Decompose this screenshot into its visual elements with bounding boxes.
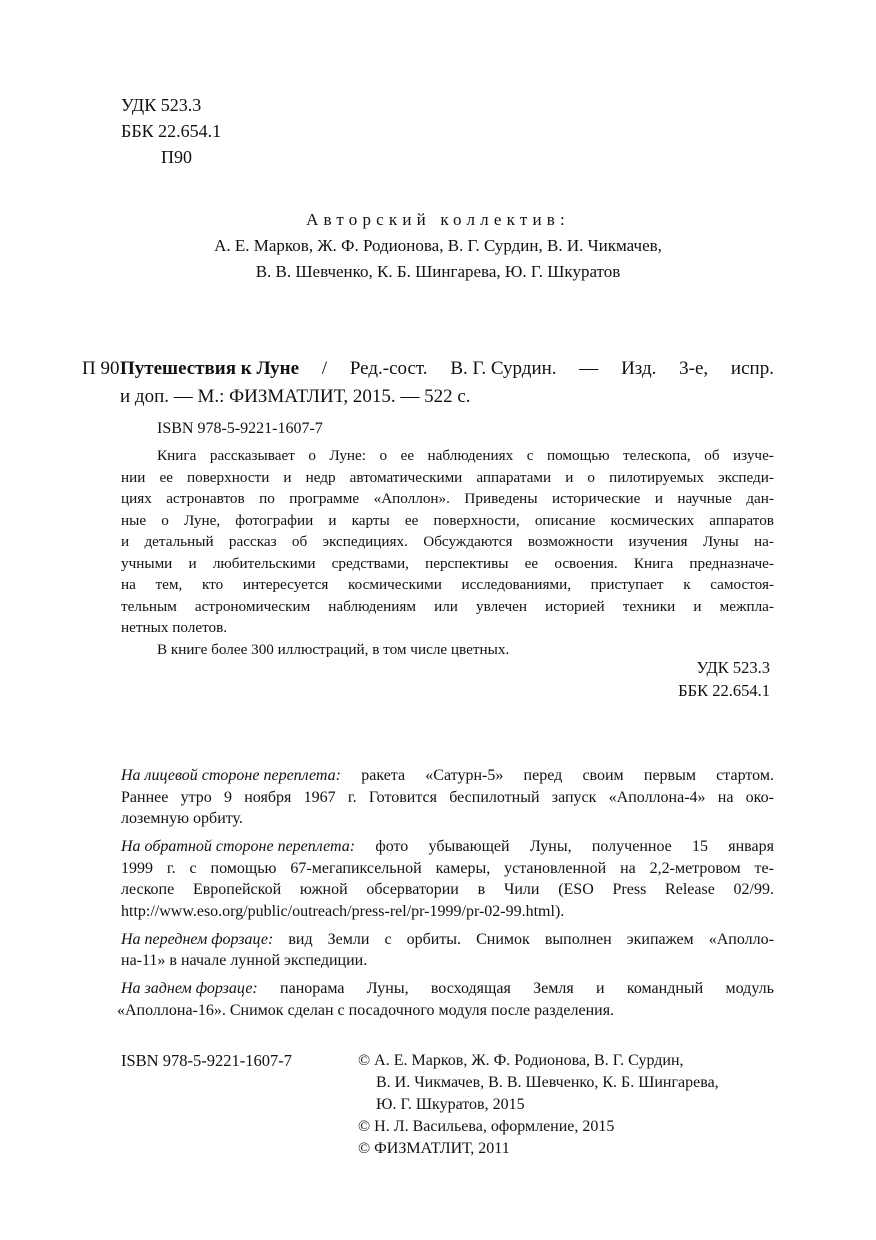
copyright-line: © А. Е. Марков, Ж. Ф. Родионова, В. Г. Сурдин, bbox=[358, 1052, 684, 1069]
udk-code: УДК 523.3 bbox=[121, 95, 202, 115]
cover-word: Готовится bbox=[368, 788, 437, 806]
entry-number: П 90 bbox=[82, 358, 120, 379]
cover-word: запуск bbox=[551, 788, 597, 806]
abstract-word: экспедициях. bbox=[322, 533, 408, 550]
abstract-word: о bbox=[587, 468, 596, 486]
abstract-word: фотографии bbox=[235, 511, 314, 529]
abstract-word: описание bbox=[534, 511, 596, 529]
authors-line: А. Е. Марков, Ж. Ф. Родионова, В. Г. Сурдин, В. И. Чикмачев, bbox=[214, 236, 662, 255]
cover-line: на-11» в начале лунной экспедиции. bbox=[121, 952, 368, 969]
cover-word: 15 bbox=[691, 838, 708, 855]
abstract-line bbox=[121, 553, 774, 575]
abstract-word: нии bbox=[121, 468, 146, 486]
classification-codes-right bbox=[560, 656, 770, 702]
abstract-word: рассказ bbox=[228, 533, 277, 550]
cover-line bbox=[121, 978, 774, 1000]
abstract-word: «Аполлон». bbox=[373, 490, 450, 507]
cover-word: южной bbox=[299, 881, 348, 898]
abstract-word: Книга bbox=[633, 554, 674, 572]
copyright-line: © ФИЗМАТЛИТ, 2011 bbox=[358, 1140, 510, 1157]
bbk-code: ББК 22.654.1 bbox=[678, 681, 770, 700]
abstract-word: научные bbox=[677, 490, 732, 507]
copyright-block bbox=[358, 1050, 719, 1160]
abstract-word: Луне: bbox=[329, 447, 367, 464]
cover-word: на bbox=[717, 788, 734, 806]
cover-word: помощью bbox=[210, 859, 277, 877]
abstract-line bbox=[121, 510, 774, 532]
abstract-line bbox=[121, 596, 774, 618]
abstract-word: интересуется bbox=[242, 576, 329, 593]
abstract-word: тельным bbox=[121, 597, 177, 615]
authors-heading: Авторский коллектив: bbox=[306, 210, 570, 229]
abstract-word: экспеди- bbox=[718, 468, 774, 486]
abstract-word: телескопа, bbox=[623, 447, 691, 464]
abstract-word: историей bbox=[545, 597, 605, 615]
cover-word: экипажем bbox=[626, 930, 694, 948]
book-abstract bbox=[121, 445, 774, 660]
cover-word: Раннее bbox=[121, 788, 169, 806]
cover-word: 67-мегапиксельной bbox=[290, 859, 422, 877]
abstract-word: техники bbox=[622, 597, 676, 615]
cover-word: стартом. bbox=[716, 767, 774, 784]
cover-word: 1999 bbox=[121, 859, 153, 877]
bibliographic-entry bbox=[82, 355, 774, 411]
abstract-word: о bbox=[161, 511, 169, 529]
cover-word: Снимок bbox=[476, 930, 530, 948]
entry-word: — bbox=[579, 358, 599, 379]
bbk-code: ББК 22.654.1 bbox=[121, 121, 222, 141]
abstract-word: Обсуждаются bbox=[423, 533, 513, 550]
abstract-word: дан- bbox=[746, 490, 774, 507]
cover-word: Земли bbox=[327, 930, 370, 948]
cover-note bbox=[117, 978, 774, 1021]
authors-line: В. В. Шевченко, К. Б. Шингарева, Ю. Г. Шкуратов bbox=[255, 262, 621, 281]
abstract-word: и bbox=[328, 511, 337, 529]
cover-word: 1967 bbox=[303, 788, 336, 806]
abstract-word: любительскими bbox=[212, 554, 316, 572]
abstract-word: и bbox=[565, 468, 574, 486]
entry-word: испр. bbox=[730, 358, 774, 379]
cover-word: (ESO bbox=[558, 881, 594, 898]
abstract-word: или bbox=[434, 597, 458, 615]
cover-line: http://www.eso.org/public/outreach/press-rel/pr-1999/pr-02-99.html). bbox=[121, 902, 565, 920]
isbn-entry: ISBN 978-5-9221-1607-7 bbox=[157, 420, 323, 437]
abstract-word: Луны bbox=[702, 533, 739, 550]
cover-word: 02/99. bbox=[733, 881, 774, 898]
abstract-word: карты bbox=[351, 511, 390, 529]
cover-line bbox=[121, 929, 774, 951]
abstract-word: Приведены bbox=[464, 490, 538, 507]
abstract-word: недр bbox=[305, 468, 336, 486]
abstract-line: нетных полетов. bbox=[121, 619, 228, 636]
cover-word: убывающей bbox=[428, 838, 510, 855]
abstract-word: Луне, bbox=[183, 511, 221, 529]
abstract-word: приступает bbox=[590, 576, 664, 593]
cover-word: Чили bbox=[503, 881, 540, 898]
cover-word: Луны, bbox=[529, 838, 572, 855]
cover-word: камеры, bbox=[435, 859, 491, 877]
abstract-word: к bbox=[683, 576, 691, 593]
cover-word: г. bbox=[347, 788, 357, 806]
abstract-word: астрономическим bbox=[194, 597, 311, 615]
copyright-line: В. И. Чикмачев, В. В. Шевченко, К. Б. Шингарева, bbox=[376, 1074, 719, 1091]
cover-label: На обратной стороне переплета: bbox=[121, 838, 356, 855]
abstract-word: наблюдениям bbox=[328, 597, 416, 615]
abstract-word: ее bbox=[400, 447, 415, 464]
entry-word: В. Г. Сурдин. bbox=[450, 358, 557, 379]
classification-codes bbox=[121, 92, 221, 170]
abstract-word: ные bbox=[121, 511, 147, 529]
abstract-line bbox=[121, 531, 774, 553]
abstract-word: рассказывает bbox=[209, 447, 295, 464]
cover-word: те- bbox=[754, 859, 774, 877]
entry-word: Изд. bbox=[621, 358, 657, 379]
cover-word: ракета bbox=[361, 767, 406, 784]
cover-word: беспилотный bbox=[449, 788, 540, 806]
cover-line: лоземную орбиту. bbox=[121, 810, 243, 827]
abstract-word: изучения bbox=[628, 533, 688, 550]
cover-word: панорама bbox=[280, 980, 345, 997]
author-collective bbox=[0, 207, 876, 285]
cover-word: утро bbox=[180, 788, 212, 806]
abstract-word: по bbox=[259, 490, 275, 507]
abstract-word: об bbox=[704, 447, 720, 464]
abstract-word: поверхности bbox=[187, 468, 270, 486]
abstract-word: освоения. bbox=[554, 554, 618, 572]
cover-word: установленной bbox=[504, 859, 607, 877]
cover-word: своим bbox=[582, 767, 624, 784]
cover-word: на bbox=[620, 859, 636, 877]
abstract-word: автоматическими bbox=[349, 468, 463, 486]
cover-line bbox=[121, 858, 774, 880]
entry-line bbox=[120, 355, 774, 383]
cover-word: выполнен bbox=[544, 930, 612, 948]
abstract-word: предназначе- bbox=[689, 554, 774, 572]
entry-word: 3-е, bbox=[679, 358, 709, 379]
abstract-word: наблюдениях bbox=[427, 447, 514, 464]
abstract-word: циях bbox=[121, 490, 152, 507]
cover-word: вид bbox=[288, 930, 313, 948]
cover-word: «Сатурн-5» bbox=[425, 767, 504, 784]
cover-word: и bbox=[596, 980, 605, 997]
cover-line bbox=[121, 836, 774, 858]
cover-note bbox=[121, 929, 774, 972]
cover-label: На переднем форзаце: bbox=[121, 930, 274, 948]
abstract-word: аппаратами bbox=[476, 468, 552, 486]
abstract-word: и bbox=[654, 490, 663, 507]
abstract-word: кто bbox=[201, 576, 224, 593]
cover-word: полученное bbox=[591, 838, 672, 855]
abstract-word: возможности bbox=[527, 533, 614, 550]
cover-word: Луны, bbox=[366, 980, 409, 997]
cover-descriptions bbox=[117, 765, 774, 1028]
cover-line bbox=[121, 787, 774, 809]
abstract-word: об bbox=[291, 533, 308, 550]
abstract-word: астронавтов bbox=[166, 490, 245, 507]
abstract-word: программе bbox=[289, 490, 360, 507]
entry-line: и доп. — М.: ФИЗМАТЛИТ, 2015. — 522 с. bbox=[120, 386, 471, 407]
cover-line bbox=[121, 879, 774, 901]
abstract-word: поверхности, bbox=[433, 511, 520, 529]
cover-word: 9 bbox=[223, 788, 232, 806]
cover-word: восходящая bbox=[430, 980, 511, 997]
cover-word: января bbox=[728, 838, 774, 855]
abstract-word: на- bbox=[753, 533, 774, 550]
abstract-word: исторические bbox=[551, 490, 641, 507]
book-title: Путешествия к Луне bbox=[120, 358, 300, 379]
cover-word: с bbox=[384, 930, 392, 948]
abstract-word: средствами, bbox=[331, 554, 409, 572]
abstract-word: детальный bbox=[144, 533, 214, 550]
abstract-line bbox=[121, 574, 774, 596]
abstract-word: ее bbox=[159, 468, 173, 486]
abstract-word: самостоя- bbox=[710, 576, 774, 593]
cover-word: «Аполлона-4» bbox=[608, 788, 706, 806]
entry-word: / bbox=[321, 358, 328, 379]
cover-word: первым bbox=[643, 767, 696, 784]
abstract-line bbox=[121, 467, 774, 489]
cover-word: Земля bbox=[533, 980, 574, 997]
cover-word: орбиты. bbox=[406, 930, 462, 948]
cover-line bbox=[121, 765, 774, 787]
cover-word: в bbox=[477, 881, 486, 898]
abstract-word: ее bbox=[524, 554, 539, 572]
cover-note bbox=[121, 765, 774, 830]
entry-word: Ред.-сост. bbox=[349, 358, 428, 379]
abstract-word: и bbox=[283, 468, 292, 486]
abstract-word: о bbox=[308, 447, 316, 464]
copyright-line: © Н. Л. Васильева, оформление, 2015 bbox=[358, 1118, 615, 1135]
cover-line: «Аполлона-16». Снимок сделан с посадочного модуля после разделения. bbox=[117, 1001, 615, 1019]
abstract-word: космическими bbox=[348, 576, 442, 593]
cover-label: На лицевой стороне переплета: bbox=[121, 767, 342, 784]
abstract-word: исследованиями, bbox=[461, 576, 572, 593]
abstract-word: межпла- bbox=[719, 597, 774, 615]
cover-word: Европейской bbox=[192, 881, 282, 898]
cover-word: г. bbox=[166, 859, 176, 877]
cover-label: На заднем форзаце: bbox=[121, 980, 258, 997]
abstract-word: Книга bbox=[157, 447, 197, 464]
abstract-line bbox=[121, 488, 774, 510]
cover-word: с bbox=[189, 859, 197, 877]
cover-note bbox=[121, 836, 774, 922]
cover-word: перед bbox=[523, 767, 563, 784]
abstract-word: ее bbox=[404, 511, 419, 529]
abstract-word: о bbox=[379, 447, 388, 464]
abstract-line bbox=[121, 445, 774, 467]
abstract-word: изуче- bbox=[733, 447, 774, 464]
abstract-word: тем, bbox=[155, 576, 183, 593]
abstract-word: пилотируемых bbox=[609, 468, 705, 486]
cover-word: фото bbox=[375, 838, 409, 855]
cover-word: командный bbox=[626, 980, 704, 997]
cover-word: Press bbox=[612, 881, 647, 898]
abstract-word: космических bbox=[610, 511, 695, 529]
cover-word: «Аполло- bbox=[708, 930, 774, 948]
abstract-word: и bbox=[693, 597, 702, 615]
copyright-line: Ю. Г. Шкуратов, 2015 bbox=[376, 1096, 525, 1113]
isbn-bottom: ISBN 978-5-9221-1607-7 bbox=[121, 1051, 292, 1070]
cover-word: модуль bbox=[725, 980, 774, 997]
cover-word: обсерватории bbox=[366, 881, 459, 898]
udk-code: УДК 523.3 bbox=[696, 658, 770, 677]
abstract-word: перспективы bbox=[425, 554, 509, 572]
abstract-word: учными bbox=[121, 554, 173, 572]
cover-word: Release bbox=[665, 881, 715, 898]
abstract-word: с bbox=[526, 447, 534, 464]
cover-word: 2,2-метровом bbox=[649, 859, 741, 877]
abstract-word: помощью bbox=[546, 447, 610, 464]
author-sign: П90 bbox=[161, 147, 192, 167]
cover-word: лескопе bbox=[121, 881, 175, 898]
abstract-word: и bbox=[121, 533, 130, 550]
abstract-word: аппаратов bbox=[709, 511, 774, 529]
illustrations-note: В книге более 300 иллюстраций, в том числе цветных. bbox=[157, 640, 510, 658]
abstract-word: на bbox=[121, 576, 136, 593]
abstract-word: и bbox=[188, 554, 197, 572]
abstract-word: увлечен bbox=[476, 597, 528, 615]
cover-word: ноября bbox=[244, 788, 292, 806]
cover-word: око- bbox=[745, 788, 774, 806]
